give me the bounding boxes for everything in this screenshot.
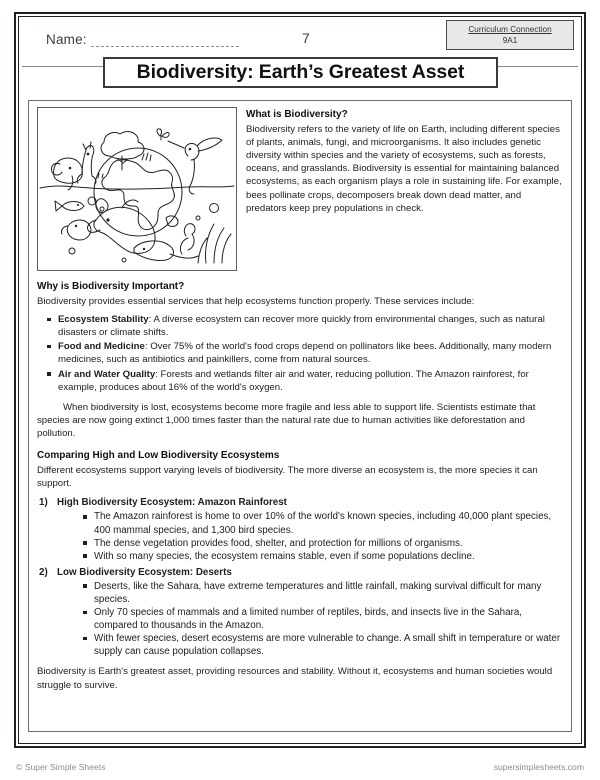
comparing-heading: Comparing High and Low Biodiversity Ecosystems [37, 450, 280, 462]
bullet-lead: Ecosystem Stability [58, 314, 149, 326]
page-title: Biodiversity: Earth’s Greatest Asset [136, 61, 465, 83]
list-item: Deserts, like the Sahara, have extreme temperatures and little rainfall, making survival difficult for many species. [83, 580, 563, 606]
list-item: With so many species, the ecosystem remains stable, even if some populations decline. [83, 550, 563, 563]
name-input-blank[interactable] [91, 33, 239, 47]
name-label: Name: [46, 32, 87, 47]
list-item: Only 70 species of mammals and a limited number of reptiles, birds, and insects live in the Sahara, compared to thousands in the Amazon. [83, 606, 563, 632]
page-number: 7 [302, 30, 310, 46]
curriculum-connection-label: Curriculum Connection [468, 25, 552, 34]
numbered-item [37, 566, 563, 659]
bullet-text: : Over 75% of the world's food crops depend on pollinators like bees. Additionally, many modern medicines, such as antibiotics and painkillers, come from natural sources. [58, 341, 552, 366]
bullet-lead: Air and Water Quality [58, 368, 156, 380]
sub-bullet-list [57, 510, 563, 562]
what-is-biodiversity-block [246, 107, 563, 215]
comparing-intro: Different ecosystems support varying levels of biodiversity. The more diverse an ecosystem is, the more species it can support. [37, 465, 538, 490]
conclusion-paragraph: Biodiversity is Earth's greatest asset, providing resources and stability. Without it, ecosystems and human societies would struggle to survive. [37, 666, 553, 691]
why-important-intro: Biodiversity provides essential services that help ecosystems function properly. These services include: [37, 296, 475, 308]
numbered-item [37, 496, 563, 562]
worksheet-content [28, 100, 572, 732]
bullet-text: : A diverse ecosystem can recover more quickly from environmental changes, such as natural disasters or climate shifts. [58, 314, 545, 339]
bullet-lead: Food and Medicine [58, 341, 145, 353]
list-item: The Amazon rainforest is home to over 10% of the world's known species, including 40,000 plant species, 400 mammal species, and 1,300 bird species. [83, 510, 563, 536]
list-item [47, 368, 563, 394]
why-important-heading: Why is Biodiversity Important? [37, 281, 185, 292]
footer-website: supersimplesheets.com [493, 762, 584, 772]
worksheet-title-box [103, 57, 498, 88]
why-important-closing-paragraph: When biodiversity is lost, ecosystems become more fragile and less able to support life. Scientists estimate that species are now going extinct 1,000 times faster than the natural rate due to human activities like deforestation and pollution. [37, 401, 536, 439]
why-important-bullet-list [37, 313, 563, 394]
curriculum-connection-code: 9A1 [502, 36, 518, 45]
numbered-item-title: Low Biodiversity Ecosystem: Deserts [57, 566, 232, 578]
intro-block [37, 107, 563, 271]
what-is-biodiversity-heading: What is Biodiversity? [246, 109, 348, 120]
footer-copyright: © Super Simple Sheets [16, 762, 106, 772]
page-footer [0, 762, 600, 772]
sub-bullet-list [57, 580, 563, 659]
comparing-numbered-list [37, 496, 563, 658]
list-item [47, 313, 563, 339]
name-field-row [46, 32, 239, 47]
list-item: With fewer species, desert ecosystems are more vulnerable to change. A small shift in temperature or water supply can cause population collapses. [83, 632, 563, 658]
list-item [47, 340, 563, 366]
earth-biodiversity-lineart [38, 108, 236, 270]
numbered-item-title: High Biodiversity Ecosystem: Amazon Rainforest [57, 497, 287, 509]
curriculum-connection-box [446, 20, 574, 50]
biodiversity-earth-illustration [37, 107, 237, 271]
what-is-biodiversity-paragraph: Biodiversity refers to the variety of life on Earth, including different species of plants, animals, fungi, and microorganisms. It also includes genetic diversity within species and the variety of ecosystems, such as forests, oceans, and grasslands. Biodiversity is essential for maintaining balanced ecosystems, as each organism plays a role in sustaining life. For example, bees pollinate crops, decomposers break down dead matter, and predators keep prey populations in check. [246, 124, 562, 214]
list-item: The dense vegetation provides food, shelter, and protection for millions of organisms. [83, 537, 563, 550]
bullet-text: : Forests and wetlands filter air and water, reducing pollution. The Amazon rainforest, for example, produces about 16% of the world's oxygen. [58, 368, 529, 393]
